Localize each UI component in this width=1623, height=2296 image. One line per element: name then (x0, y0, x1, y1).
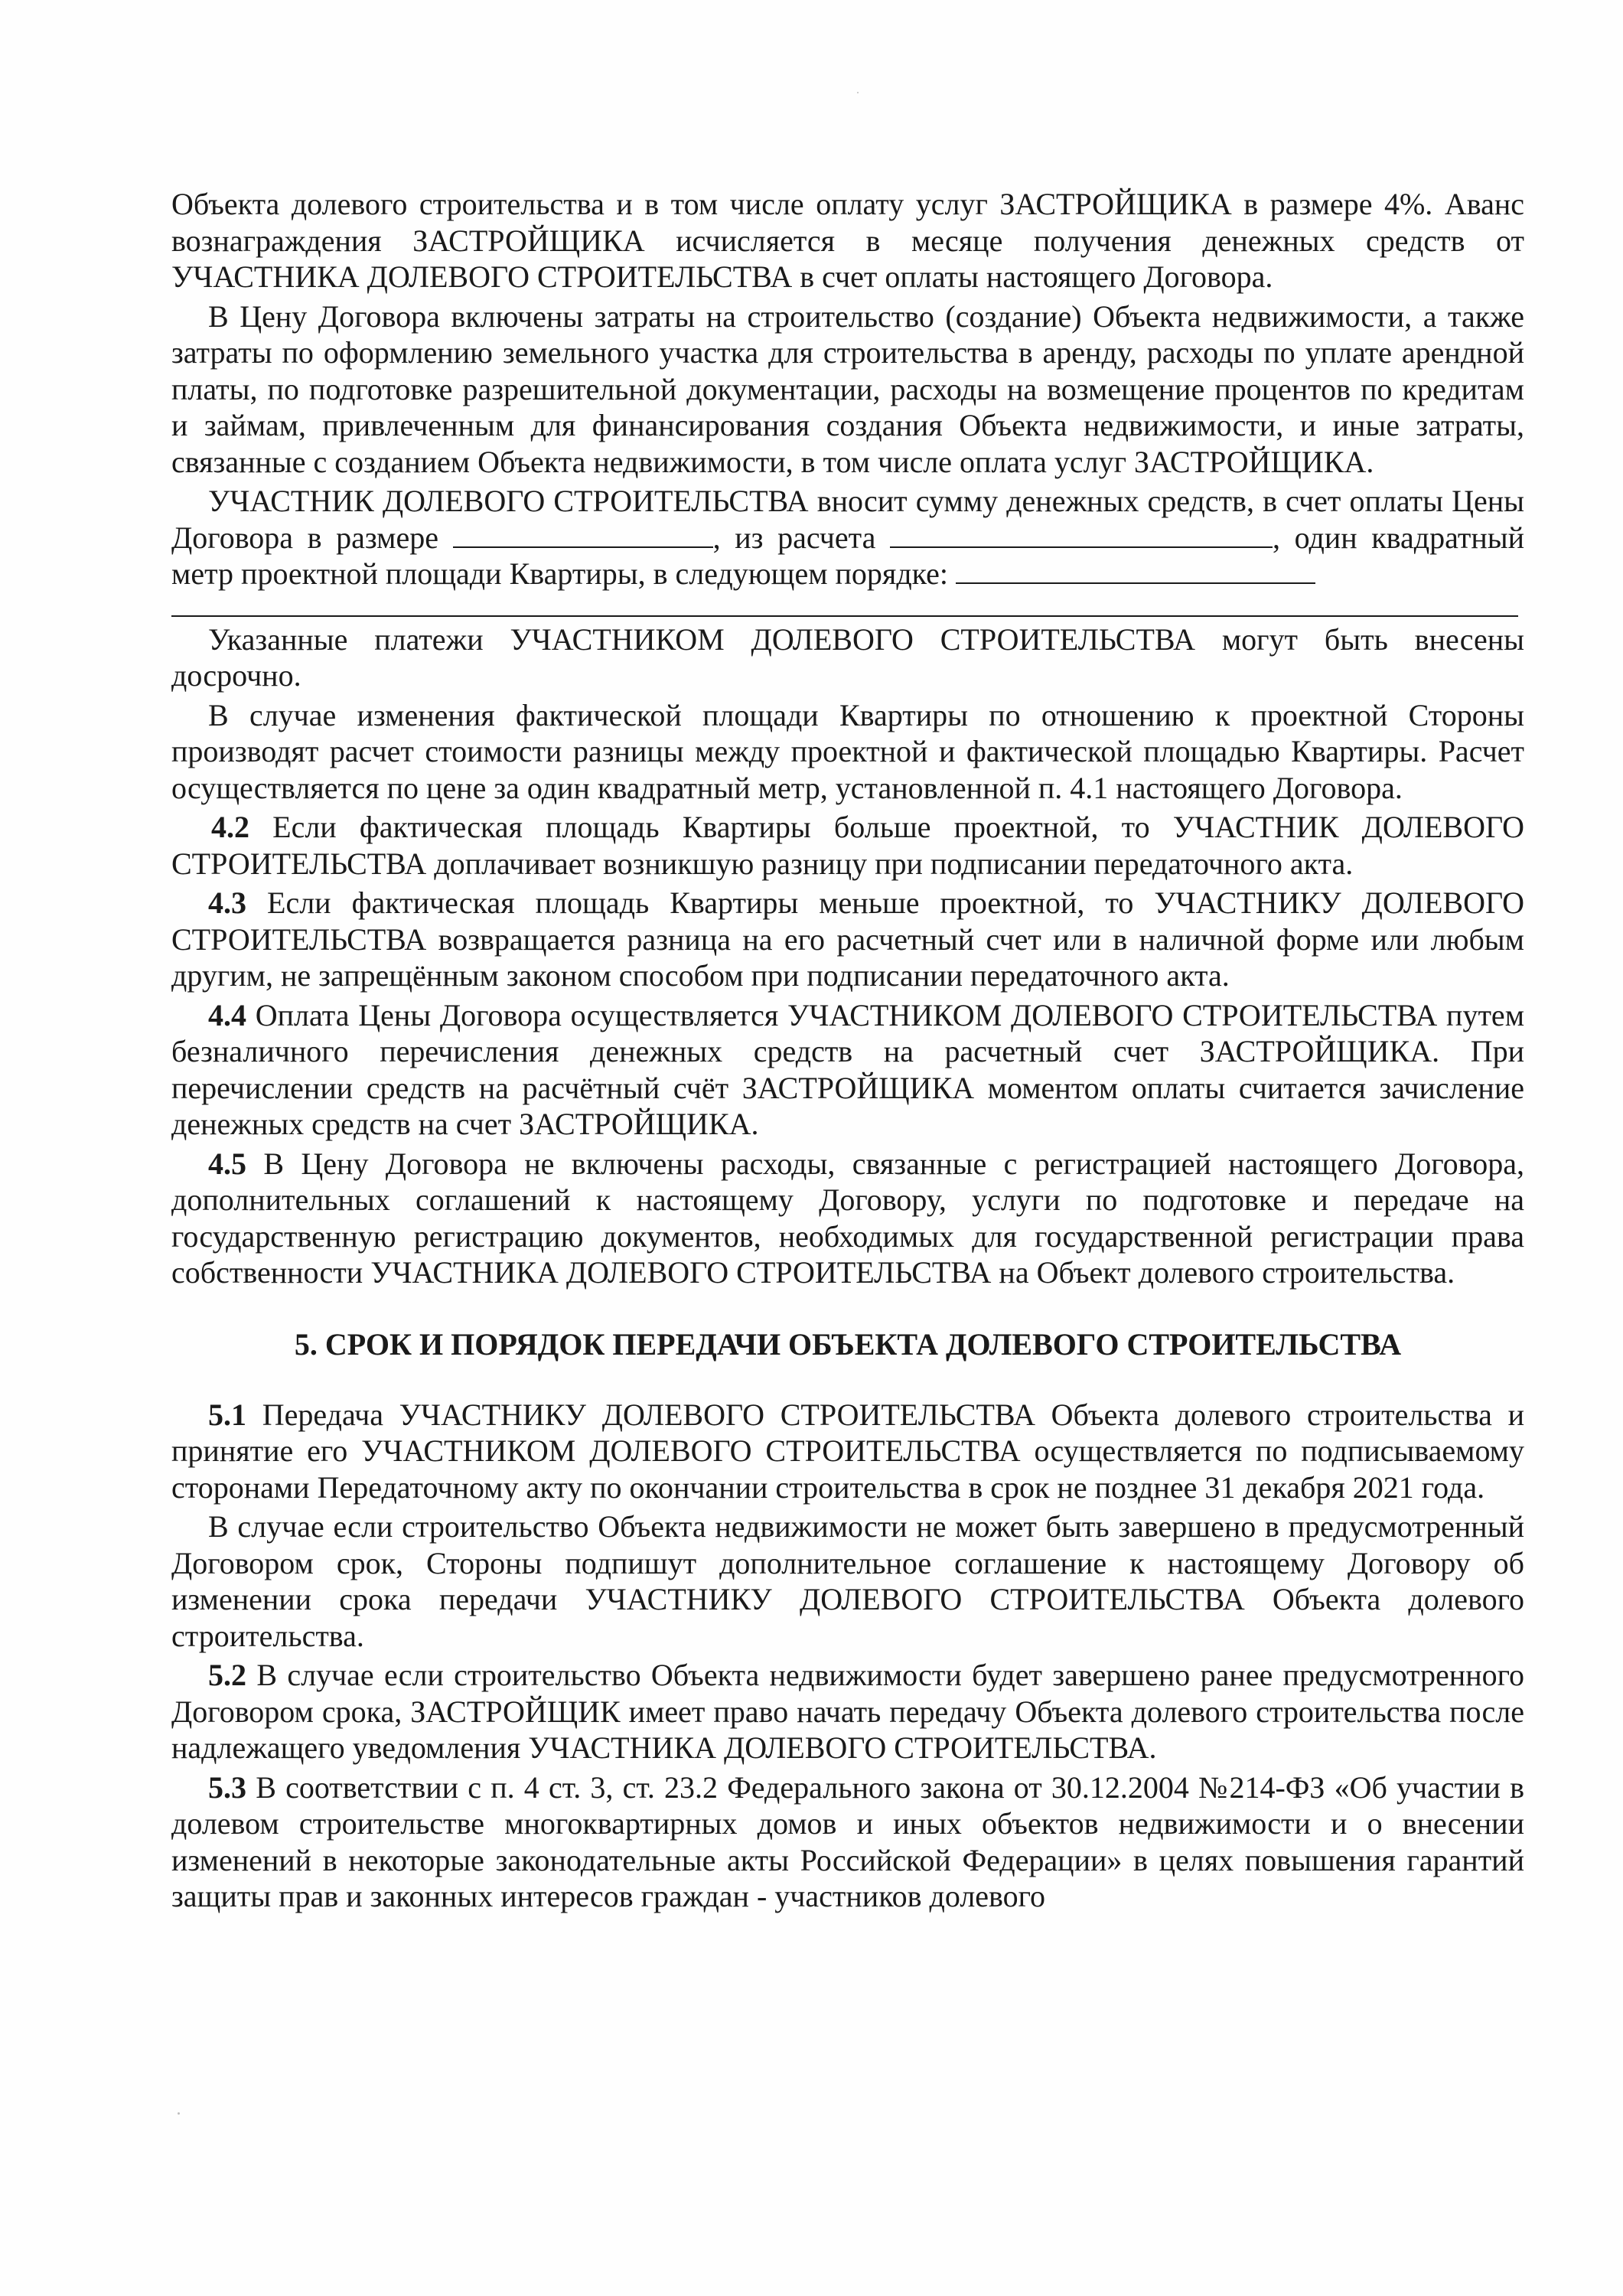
clause-4-5 (171, 1146, 1524, 1291)
clause-text: Оплата Цены Договора осуществляется УЧАСТНИКОМ ДОЛЕВОГО СТРОИТЕЛЬСТВА путем безналичного перечисления денежных средств на расчетный счет ЗАСТРОЙЩИКА. При перечислении средств на расчётный счёт ЗАСТРОЙЩИКА моментом оплаты считается зачисление денежных средств на счет ЗАСТРОЙЩИКА. (171, 997, 1525, 1141)
document-body (171, 186, 1524, 1915)
clause-4-3 (171, 885, 1524, 994)
clause-4-4 (171, 997, 1524, 1143)
payment-order-full-blank-line (171, 615, 1518, 617)
clause-number: 5.1 (208, 1397, 246, 1432)
clause-text: В Цену Договора не включены расходы, связанные с регистрацией настоящего Договора, дополнительных соглашений к настоящему Договору, услуги по подготовке и передаче на государственную регистрацию документов, необходимых для государственной регистрации права собственности УЧАСТНИКА ДОЛЕВОГО СТРОИТЕЛЬСТВА на Объект долевого строительства. (171, 1146, 1524, 1290)
clause-5-2 (171, 1657, 1524, 1766)
clause-number: 4.3 (208, 885, 246, 920)
payment-text-part2: , из расчета (712, 520, 876, 555)
price-per-meter-blank (890, 520, 1273, 548)
clause-5-1 (171, 1397, 1524, 1506)
section-5-heading: 5. СРОК И ПОРЯДОК ПЕРЕДАЧИ ОБЪЕКТА ДОЛЕВОГО СТРОИТЕЛЬСТВА (294, 1326, 1402, 1362)
paragraph-early-payment: Указанные платежи УЧАСТНИКОМ ДОЛЕВОГО СТРОИТЕЛЬСТВА могут быть внесены досрочно. (171, 621, 1524, 693)
clause-text: Если фактическая площадь Квартиры меньше проектной, то УЧАСТНИКУ ДОЛЕВОГО СТРОИТЕЛЬСТВА возвращается разница на его расчетный счет или в наличной форме или любым другим, не запрещённым законом способом при подписании передаточного акта. (171, 885, 1524, 993)
payment-text-part3: , один квадратный метр проектной площади Квартиры, в следующем порядке: (171, 520, 1525, 591)
clause-text: В случае если строительство Объекта недвижимости будет завершено ранее предусмотренного Договором срока, ЗАСТРОЙЩИК имеет право начать передачу Объекта долевого строительства после надлежащего уведомления УЧАСТНИКА ДОЛЕВОГО СТРОИТЕЛЬСТВА. (171, 1658, 1525, 1765)
clause-text: Передача УЧАСТНИКУ ДОЛЕВОГО СТРОИТЕЛЬСТВА Объекта долевого строительства и принятие его УЧАСТНИКОМ ДОЛЕВОГО СТРОИТЕЛЬСТВА осуществляется по подписываемому сторонами Передаточному акту по окончании строительства в срок не позднее 31 декабря 2021 года. (171, 1397, 1524, 1505)
paragraph-price-includes: В Цену Договора включены затраты на строительство (создание) Объекта недвижимости, а также затраты по оформлению земельного участка для строительства в аренду, расходы по уплате арендной платы, по подготовке разрешительной документации, расходы на возмещение процентов по кредитам и займам, привлеченным для финансирования создания Объекта недвижимости, и иные затраты, связанные с созданием Объекта недвижимости, в том числе оплата услуг ЗАСТРОЙЩИКА. (171, 298, 1524, 479)
clause-5-3 (171, 1769, 1524, 1915)
clause-text: В соответствии с п. 4 ст. 3, ст. 23.2 Федерального закона от 30.12.2004 №214-ФЗ «Об участии в долевом строительстве многоквартирных домов и иных объектов недвижимости и о внесении изменений в некоторые законодательные акты Российской Федерации» в целях повышения гарантий защиты прав и законных интересов граждан - участников долевого (171, 1769, 1525, 1913)
paragraph-deadline-extension: В случае если строительство Объекта недвижимости не может быть завершено в предусмотренный Договором срок, Стороны подпишут дополнительное соглашение к настоящему Договору об изменении срока передачи УЧАСТНИКУ ДОЛЕВОГО СТРОИТЕЛЬСТВА Объекта долевого строительства. (171, 1509, 1524, 1653)
clause-number: 4.2 (211, 810, 249, 844)
payment-text-part1: УЧАСТНИК ДОЛЕВОГО СТРОИТЕЛЬСТВА вносит сумму денежных средств, в счет оплаты Цены Договора в размере (171, 484, 1524, 555)
paragraph-payment-order (171, 483, 1524, 592)
price-amount-blank (453, 520, 713, 548)
clause-text: Если фактическая площадь Квартиры больше проектной, то УЧАСТНИК ДОЛЕВОГО СТРОИТЕЛЬСТВА доплачивает возникшую разницу при подписании передаточного акта. (171, 810, 1524, 881)
paragraph-contract-price-fee: Объекта долевого строительства и в том числе оплату услуг ЗАСТРОЙЩИКА в размере 4%. Аванс вознаграждения ЗАСТРОЙЩИКА исчисляется в месяце получения денежных средств от УЧАСТНИКА ДОЛЕВОГО СТРОИТЕЛЬСТВА в счет оплаты настоящего Договора. (171, 187, 1524, 294)
payment-order-blank (956, 556, 1315, 584)
clause-number: 4.4 (208, 997, 246, 1032)
clause-4-2 (171, 809, 1524, 882)
clause-number: 5.2 (208, 1658, 246, 1692)
scan-artifact (178, 2112, 180, 2115)
scan-artifact (857, 92, 859, 93)
paragraph-area-change: В случае изменения фактической площади Квартиры по отношению к проектной Стороны производят расчет стоимости разницы между проектной и фактической площадью Квартиры. Расчет осуществляется по цене за один квадратный метр, установленной п. 4.1 настоящего Договора. (171, 697, 1524, 805)
clause-number: 5.3 (208, 1769, 246, 1805)
clause-number: 4.5 (208, 1146, 246, 1181)
